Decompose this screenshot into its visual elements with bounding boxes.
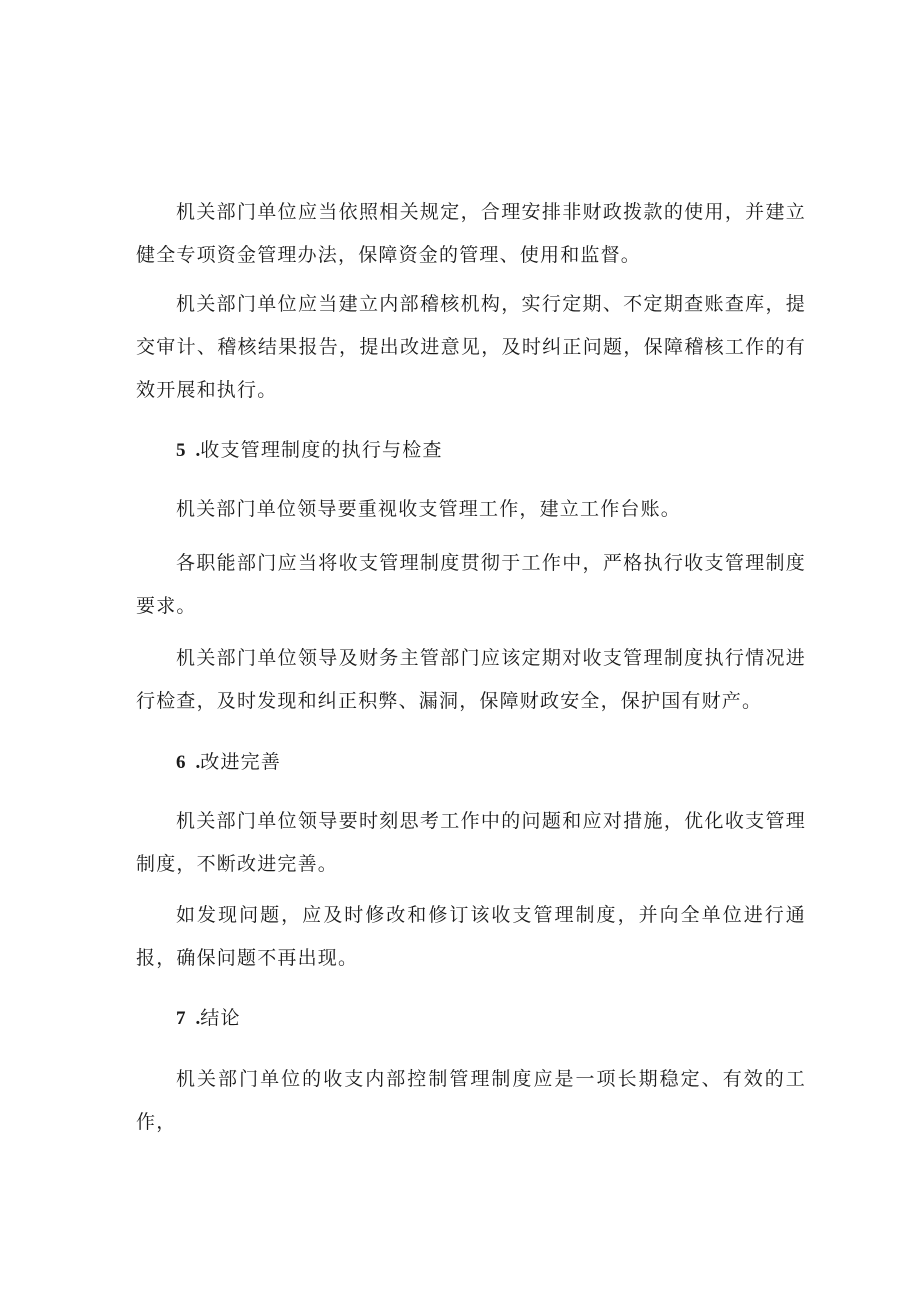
paragraph: 各职能部门应当将收支管理制度贯彻于工作中，严格执行收支管理制度要求。 xyxy=(136,552,806,617)
paragraph: 机关部门单位领导要重视收支管理工作，建立工作台账。 xyxy=(176,498,682,520)
section-dot: . xyxy=(195,1008,201,1029)
section-heading-6 xyxy=(176,741,281,784)
section-number: 6 xyxy=(176,752,186,773)
section-number: 5 xyxy=(176,440,186,461)
section-number: 7 xyxy=(176,1008,186,1029)
section-heading-7 xyxy=(176,997,241,1040)
paragraph: 机关部门单位领导要时刻思考工作中的问题和应对措施，优化收支管理制度，不断改进完善。 xyxy=(136,810,806,875)
section-title: 收支管理制度的执行与检查 xyxy=(200,439,443,461)
paragraph: 机关部门单位领导及财务主管部门应该定期对收支管理制度执行情况进行检查，及时发现和纠正积弊、漏洞，保障财政安全，保护国有财产。 xyxy=(136,647,806,712)
section-dot: . xyxy=(195,440,201,461)
paragraph: 机关部门单位的收支内部控制管理制度应是一项长期稳定、有效的工作， xyxy=(136,1068,806,1133)
section-title: 改进完善 xyxy=(200,751,282,773)
paragraph: 机关部门单位应当建立内部稽核机构，实行定期、不定期查账查库，提交审计、稽核结果报告，提出改进意见，及时纠正问题，保障稽核工作的有效开展和执行。 xyxy=(136,293,806,401)
paragraph: 如发现问题，应及时修改和修订该收支管理制度，并向全单位进行通报，确保问题不再出现。 xyxy=(136,904,806,969)
section-dot: . xyxy=(195,752,201,773)
section-title: 结论 xyxy=(200,1007,241,1029)
paragraph: 机关部门单位应当依照相关规定，合理安排非财政拨款的使用，并建立健全专项资金管理办法，保障资金的管理、使用和监督。 xyxy=(136,201,806,266)
section-heading-5 xyxy=(176,429,443,472)
